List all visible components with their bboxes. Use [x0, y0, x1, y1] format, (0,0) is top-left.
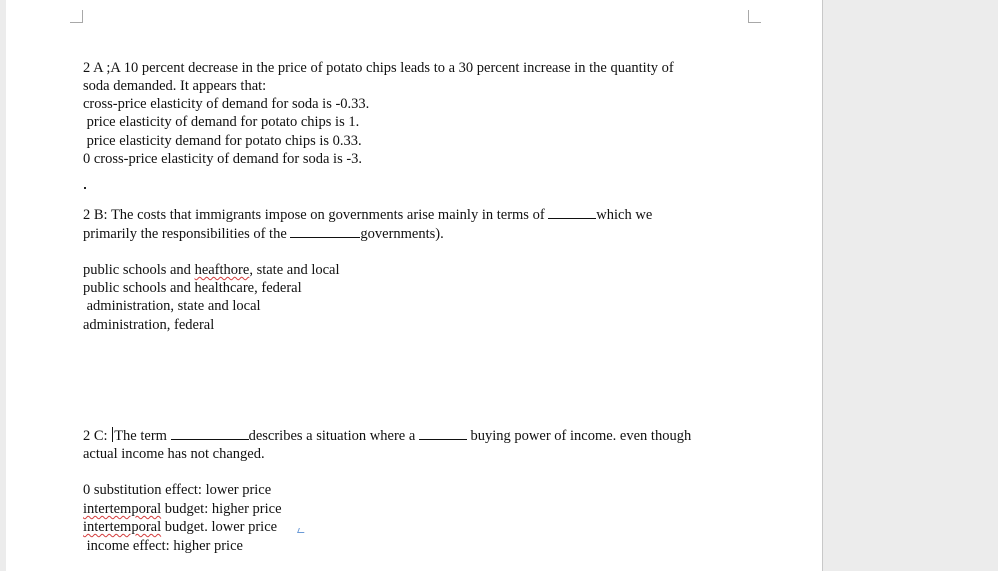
q2b-option-2: public schools and healthcare, federal: [83, 280, 302, 296]
q2b-text-2a: primarily the responsibilities of the: [83, 226, 291, 242]
q2c-text-1b: The term: [114, 428, 171, 444]
q2b-option-1: [83, 261, 340, 279]
q2c-option-4: income effect: higher price: [83, 538, 243, 554]
q2b-blank-2[interactable]: [290, 224, 360, 238]
q2b-option-1-post: , state and local: [249, 262, 340, 278]
document-page[interactable]: [6, 0, 823, 571]
q2a-option-3: price elasticity demand for potato chips is 0.33.: [83, 133, 362, 149]
q2c-line1: [83, 426, 691, 445]
q2a-option-2: price elasticity of demand for potato chips is 1.: [83, 114, 360, 130]
q2c-option-3-post: budget. lower price: [161, 519, 278, 535]
margin-corner-top-right: [748, 10, 761, 23]
q2c-text-1a: 2 C:: [83, 428, 112, 444]
q2a-stem-line1: 2 A ;A 10 percent decrease in the price of potato chips leads to a 30 percent increase in the quantity of: [83, 60, 674, 76]
q2c-text-1d: buying power of income. even though: [466, 428, 692, 444]
q2c-option-2: [83, 500, 282, 518]
q2a-option-4: 0 cross-price elasticity of demand for soda is -3.: [83, 151, 363, 167]
q2c-option-2-post: budget: higher price: [161, 501, 282, 517]
q2c-blank-1[interactable]: [171, 426, 249, 440]
paragraph-dot: [84, 187, 86, 189]
spelling-error-word[interactable]: intertemporal: [83, 501, 162, 517]
q2c-blank-2[interactable]: [419, 426, 467, 440]
q2b-text-2b: governments).: [360, 226, 444, 242]
q2c-option-3: [83, 518, 277, 536]
spelling-error-word[interactable]: intertemporal: [83, 519, 162, 535]
spelling-error-word[interactable]: heafthore: [194, 262, 250, 278]
q2a-option-1: cross-price elasticity of demand for soda is -0.33.: [83, 96, 370, 112]
q2b-line2: [83, 224, 444, 243]
margin-corner-top-left: [70, 10, 83, 23]
q2b-option-1-pre: public schools and: [83, 262, 195, 278]
q2b-text-1b: which we: [596, 207, 653, 223]
q2b-option-4: administration, federal: [83, 317, 215, 333]
grammar-mark-icon: [297, 528, 306, 533]
q2c-option-1: 0 substitution effect: lower price: [83, 482, 272, 498]
q2b-text-1a: 2 B: The costs that immigrants impose on governments arise mainly in terms of: [83, 207, 549, 223]
q2c-line2: actual income has not changed.: [83, 446, 265, 462]
q2b-option-3: administration, state and local: [83, 298, 261, 314]
q2b-blank-1[interactable]: [548, 205, 596, 219]
q2b-line1: [83, 205, 652, 224]
q2c-text-1c: describes a situation where a: [248, 428, 419, 444]
q2a-stem-line2: soda demanded. It appears that:: [83, 78, 267, 94]
